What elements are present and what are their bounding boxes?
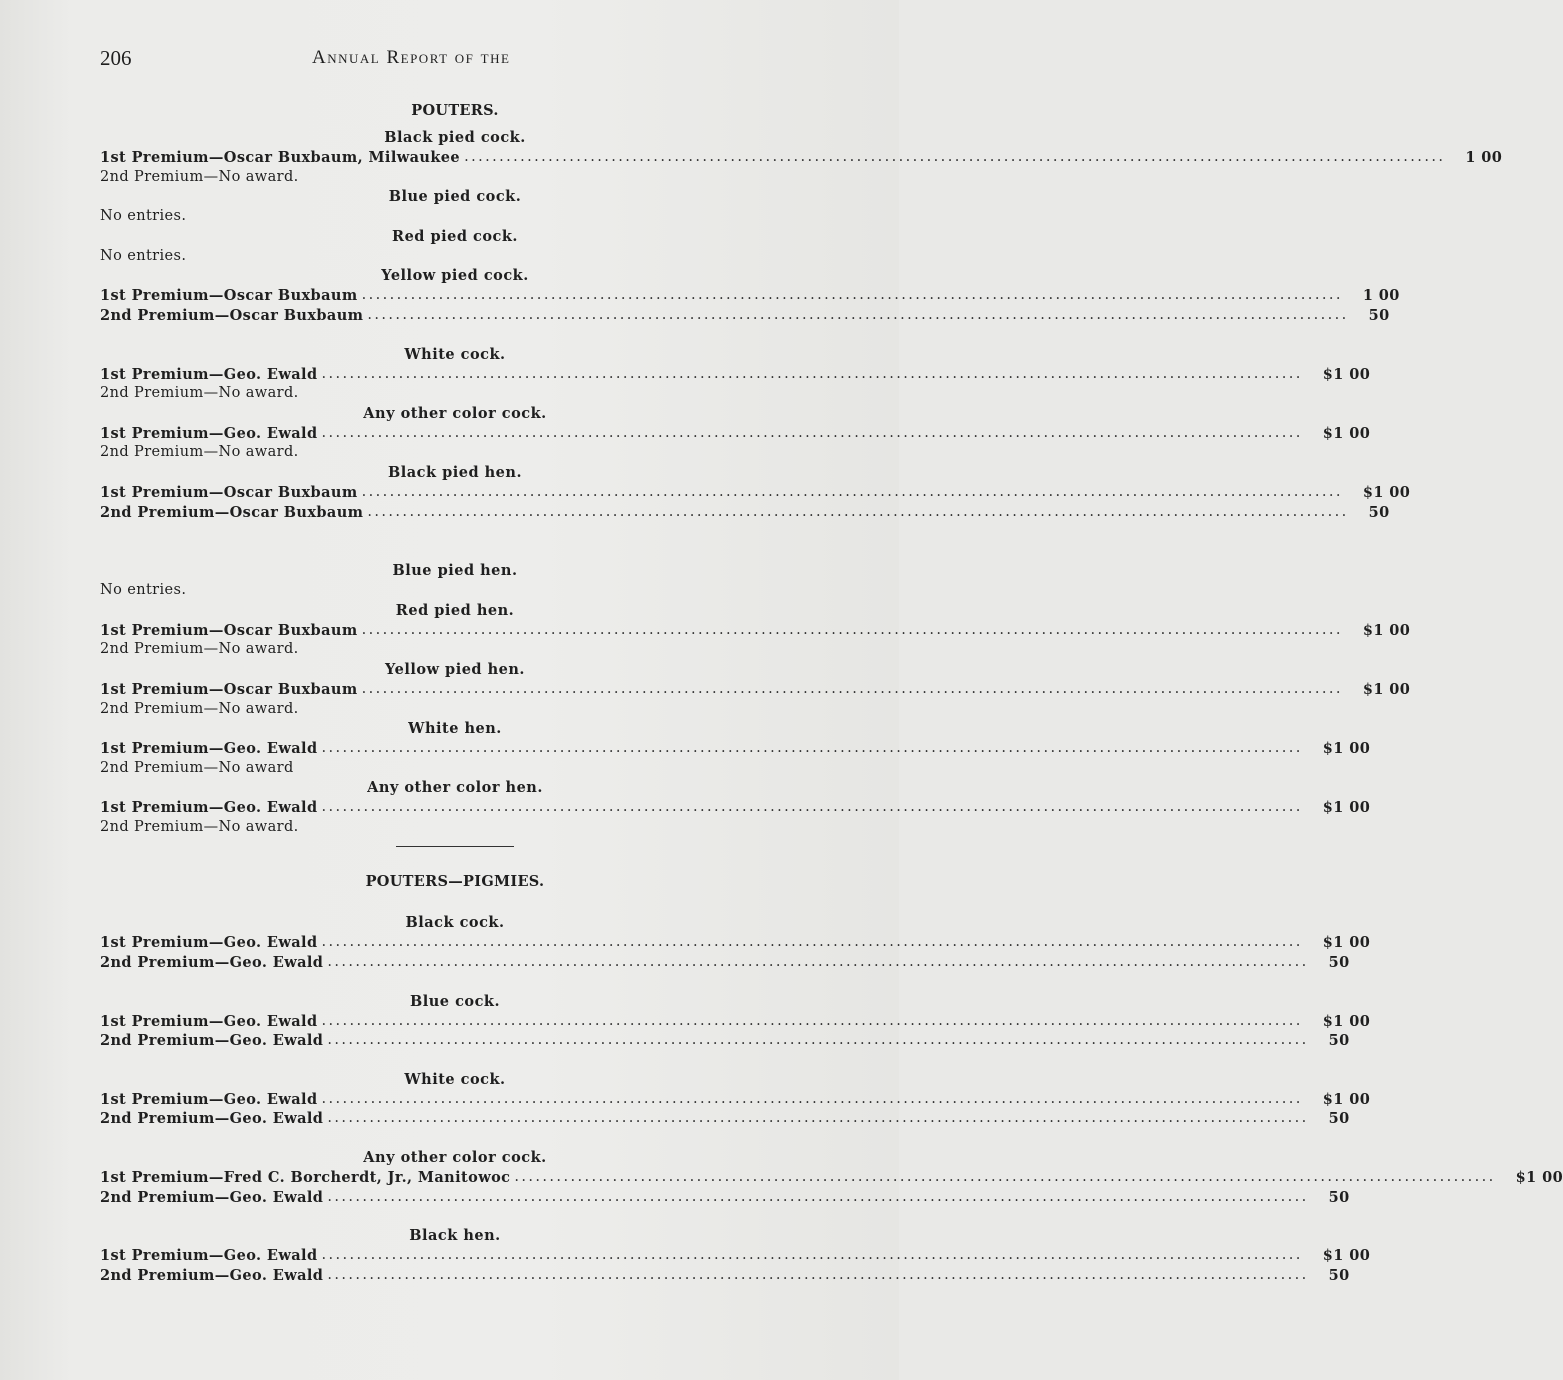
class-heading: White hen. bbox=[408, 720, 502, 738]
premium-amount: 50 bbox=[1368, 306, 1390, 324]
premium-label: 2nd Premium—No award. bbox=[100, 444, 299, 461]
dot-leader: ............................................................................................................................................ bbox=[321, 365, 1303, 382]
dot-leader: ............................................................................................................................................ bbox=[327, 1266, 1309, 1283]
premium-amount: $1 00 bbox=[1322, 740, 1371, 758]
dot-leader: ............................................................................................................................................ bbox=[321, 799, 1303, 816]
premium-label: 2nd Premium—Geo. Ewald bbox=[100, 1110, 324, 1128]
dot-leader: ............................................................................................................................................ bbox=[361, 680, 1343, 697]
premium-row bbox=[100, 306, 1390, 326]
premium-amount: $1 00 bbox=[1322, 1090, 1371, 1108]
premium-row bbox=[100, 581, 810, 601]
premium-label: 1st Premium—Oscar Buxbaum bbox=[100, 287, 358, 305]
premium-row bbox=[100, 933, 1371, 953]
class-heading: Black hen. bbox=[409, 1227, 501, 1245]
premium-row bbox=[100, 207, 810, 227]
premium-amount: 50 bbox=[1328, 1110, 1350, 1128]
premium-amount: $1 00 bbox=[1322, 1247, 1371, 1265]
premium-label: 2nd Premium—No award. bbox=[100, 818, 299, 835]
premium-label: 2nd Premium—Geo. Ewald bbox=[100, 1032, 324, 1050]
premium-row bbox=[100, 759, 810, 779]
premium-amount: $1 00 bbox=[1362, 680, 1411, 698]
dot-leader: ............................................................................................................................................ bbox=[367, 306, 1349, 323]
class-heading: Any other color cock. bbox=[363, 404, 547, 422]
class-heading: Blue pied cock. bbox=[388, 188, 522, 206]
premium-amount: $1 00 bbox=[1362, 483, 1411, 501]
premium-label: 1st Premium—Geo. Ewald bbox=[100, 1090, 318, 1108]
premium-label: 1st Premium—Geo. Ewald bbox=[100, 1247, 318, 1265]
premium-row bbox=[100, 365, 1371, 385]
premium-amount: $1 00 bbox=[1322, 365, 1371, 383]
class-heading: Any other color cock. bbox=[363, 1149, 547, 1167]
premium-row bbox=[100, 168, 810, 188]
dot-leader: ............................................................................................................................................ bbox=[327, 1188, 1309, 1205]
dot-leader: ............................................................................................................................................ bbox=[367, 503, 1349, 520]
class-heading: Red pied cock. bbox=[392, 227, 518, 245]
premium-label: 2nd Premium—Geo. Ewald bbox=[100, 954, 324, 972]
dot-leader: ............................................................................................................................................ bbox=[321, 424, 1303, 441]
premium-row bbox=[100, 384, 810, 404]
premium-label: 2nd Premium—No award. bbox=[100, 641, 299, 658]
premium-row bbox=[100, 621, 1411, 641]
premium-label: 1st Premium—Oscar Buxbaum bbox=[100, 680, 358, 698]
dot-leader: ............................................................................................................................................ bbox=[327, 1032, 1309, 1049]
premium-label: 1st Premium—Oscar Buxbaum bbox=[100, 483, 358, 501]
premium-label: 2nd Premium—Oscar Buxbaum bbox=[100, 306, 364, 324]
premium-amount: $1 00 bbox=[1322, 934, 1371, 952]
premium-row bbox=[100, 1031, 1350, 1051]
premium-label: 2nd Premium—No award. bbox=[100, 385, 299, 402]
class-heading: Yellow pied cock. bbox=[381, 267, 529, 285]
premium-row bbox=[100, 483, 1411, 503]
premium-row bbox=[100, 1012, 1371, 1032]
premium-label: 1st Premium—Geo. Ewald bbox=[100, 740, 318, 758]
premium-label: 1st Premium—Geo. Ewald bbox=[100, 934, 318, 952]
class-heading: Red pied hen. bbox=[395, 601, 515, 619]
section-title: POUTERS—PIGMIES. bbox=[365, 873, 545, 891]
running-title: Annual Report of the bbox=[312, 47, 511, 68]
dot-leader: ............................................................................................................................................ bbox=[321, 740, 1303, 757]
dot-leader: ............................................................................................................................................ bbox=[327, 1110, 1309, 1127]
premium-list bbox=[100, 98, 1563, 1285]
premium-row bbox=[100, 1090, 1371, 1110]
premium-amount: $1 00 bbox=[1322, 424, 1371, 442]
class-heading: Black cock. bbox=[405, 914, 505, 932]
premium-label: 1st Premium—Geo. Ewald bbox=[100, 799, 318, 817]
premium-row bbox=[100, 700, 810, 720]
premium-amount: 50 bbox=[1328, 1266, 1350, 1284]
premium-amount: 1 00 bbox=[1465, 149, 1503, 166]
dot-leader: ............................................................................................................................................ bbox=[327, 954, 1309, 971]
premium-row bbox=[100, 1266, 1350, 1286]
premium-label: 2nd Premium—Oscar Buxbaum bbox=[100, 503, 364, 521]
premium-label: 2nd Premium—Geo. Ewald bbox=[100, 1266, 324, 1284]
class-heading: Any other color hen. bbox=[367, 779, 543, 797]
premium-label: No entries. bbox=[100, 582, 187, 599]
premium-row bbox=[100, 286, 1400, 306]
section-title: POUTERS. bbox=[411, 102, 499, 119]
premium-amount: $1 00 bbox=[1322, 1012, 1371, 1030]
class-heading: Black pied hen. bbox=[388, 463, 522, 481]
premium-label: 1st Premium—Geo. Ewald bbox=[100, 424, 318, 442]
premium-label: No entries. bbox=[100, 208, 187, 225]
premium-amount: 1 00 bbox=[1362, 287, 1400, 305]
dot-leader: ............................................................................................................................................ bbox=[321, 1090, 1303, 1107]
premium-row bbox=[100, 953, 1350, 973]
premium-label: 1st Premium—Fred C. Borcherdt, Jr., Manitowoc bbox=[100, 1169, 511, 1187]
premium-label: 1st Premium—Oscar Buxbaum, Milwaukee bbox=[100, 149, 461, 166]
dot-leader: ............................................................................................................................................ bbox=[361, 621, 1343, 638]
premium-amount: $1 00 bbox=[1362, 621, 1411, 639]
class-heading: Blue cock. bbox=[409, 992, 500, 1010]
premium-label: 2nd Premium—No award. bbox=[100, 168, 299, 185]
premium-row bbox=[100, 247, 810, 267]
premium-row bbox=[100, 443, 810, 463]
premium-row bbox=[100, 1188, 1350, 1208]
premium-amount: 50 bbox=[1328, 954, 1350, 972]
premium-row bbox=[100, 424, 1371, 444]
dot-leader: ............................................................................................................................................ bbox=[514, 1169, 1496, 1186]
dot-leader: ............................................................................................................................................ bbox=[321, 1012, 1303, 1029]
premium-row bbox=[100, 1168, 1563, 1188]
premium-label: 2nd Premium—Geo. Ewald bbox=[100, 1188, 324, 1206]
premium-row bbox=[100, 1109, 1350, 1129]
page-number: 206 bbox=[100, 46, 132, 70]
class-heading: White cock. bbox=[404, 345, 506, 363]
class-heading: White cock. bbox=[404, 1070, 506, 1088]
running-head bbox=[100, 46, 810, 76]
premium-amount: $1 00 bbox=[1515, 1169, 1563, 1187]
premium-amount: 50 bbox=[1328, 1188, 1350, 1206]
premium-row bbox=[100, 503, 1390, 523]
premium-label: 1st Premium—Geo. Ewald bbox=[100, 365, 318, 383]
class-heading: Blue pied hen. bbox=[392, 562, 518, 580]
dot-leader: ............................................................................................................................................ bbox=[361, 287, 1343, 304]
class-heading: Yellow pied hen. bbox=[385, 660, 525, 678]
premium-row bbox=[100, 739, 1371, 759]
premium-row bbox=[100, 798, 1371, 818]
premium-row bbox=[100, 818, 810, 838]
premium-row bbox=[100, 680, 1411, 700]
premium-amount: 50 bbox=[1368, 503, 1390, 521]
class-heading: Black pied cock. bbox=[384, 129, 526, 146]
premium-label: 2nd Premium—No award bbox=[100, 759, 294, 776]
dot-leader: ............................................................................................................................................ bbox=[361, 483, 1343, 500]
dot-leader: ............................................................................................................................................ bbox=[321, 1247, 1303, 1264]
dot-leader: ............................................................................................................................................ bbox=[321, 934, 1303, 951]
section-divider bbox=[396, 846, 514, 847]
premium-label: No entries. bbox=[100, 247, 187, 264]
dot-leader: ............................................................................................................................................ bbox=[464, 149, 1446, 165]
premium-label: 1st Premium—Geo. Ewald bbox=[100, 1012, 318, 1030]
premium-amount: 50 bbox=[1328, 1032, 1350, 1050]
premium-label: 1st Premium—Oscar Buxbaum bbox=[100, 621, 358, 639]
premium-row bbox=[100, 640, 810, 660]
premium-row bbox=[100, 148, 1503, 168]
premium-row bbox=[100, 1246, 1371, 1266]
premium-amount: $1 00 bbox=[1322, 799, 1371, 817]
premium-label: 2nd Premium—No award. bbox=[100, 700, 299, 717]
